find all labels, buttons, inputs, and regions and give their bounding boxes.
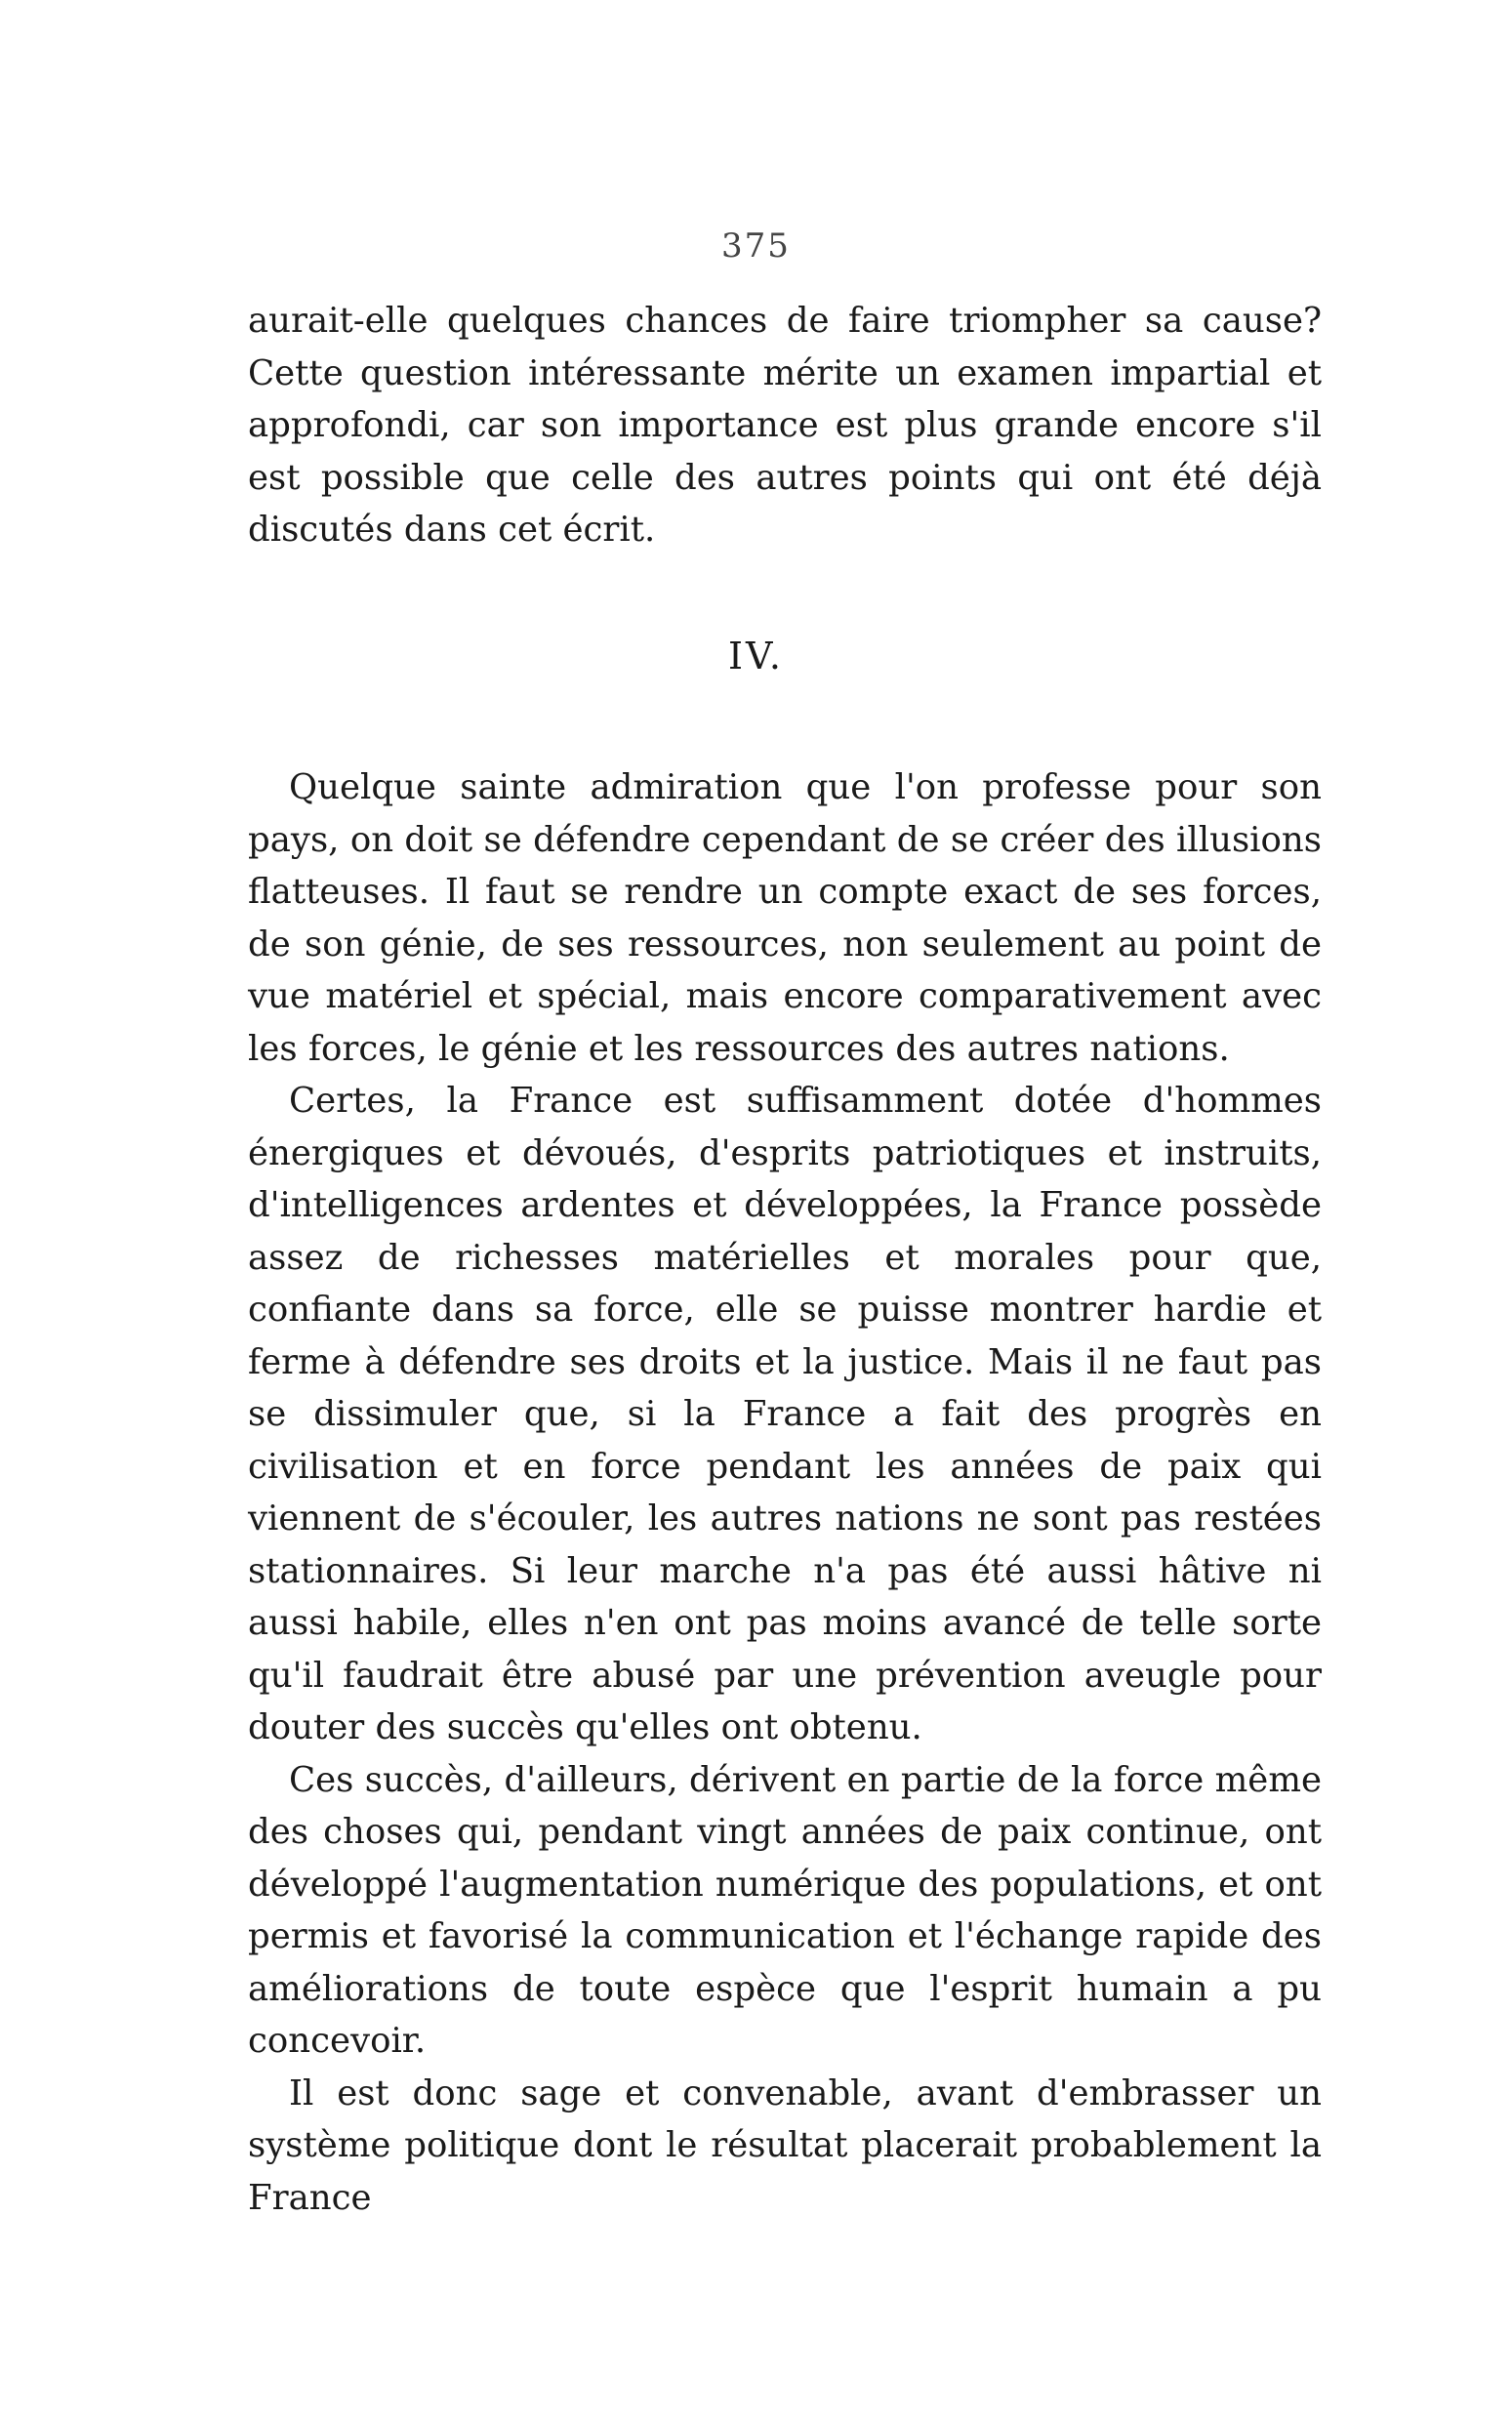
paragraph: Ces succès, d'ailleurs, dérivent en partie de la force même des choses qui, pendant vingt années de paix continue, ont développé l'augmentation numérique des populations, et ont permis et favorisé la communication et l'échange rapide des améliorations de toute espèce que l'esprit humain a pu concevoir.	[248, 1759, 1322, 2061]
paragraph: Il est donc sage et convenable, avant d'embrasser un système politique dont le résultat placerait probablement la France	[248, 2072, 1322, 2218]
section-heading: IV.	[728, 635, 784, 677]
section-body	[248, 761, 1322, 2224]
page-number: 375	[721, 226, 791, 266]
continuation-text	[248, 295, 1322, 556]
continuation-paragraph: aurait-elle quelques chances de faire triompher sa cause? Cette question intéressante mérite un examen impartial et approfondi, car son importance est plus grande encore s'il est possible que celle des autres points qui ont été déjà discutés dans cet écrit.	[248, 301, 1322, 550]
paragraph: Quelque sainte admiration que l'on professe pour son pays, on doit se défendre cependant de se créer des illusions flatteuses. Il faut se rendre un compte exact de ses forces, de son génie, de ses ressources, non seulement au point de vue matériel et spécial, mais encore comparativement avec les forces, le génie et les ressources des autres nations.	[248, 767, 1322, 1069]
paragraph: Certes, la France est suffisamment dotée d'hommes énergiques et dévoués, d'esprits patriotiques et instruits, d'intelligences ardentes et développées, la France possède assez de richesses matérielles et morales pour que, confiante dans sa force, elle se puisse montrer hardie et ferme à défendre ses droits et la justice. Mais il ne faut pas se dissimuler que, si la France a fait des progrès en civilisation et en force pendant les années de paix qui viennent de s'écouler, les autres nations ne sont pas restées stationnaires. Si leur marche n'a pas été aussi hâtive ni aussi habile, elles n'en ont pas moins avancé de telle sorte qu'il faudrait être abusé par une prévention aveugle pour douter des succès qu'elles ont obtenu.	[248, 1081, 1322, 1747]
